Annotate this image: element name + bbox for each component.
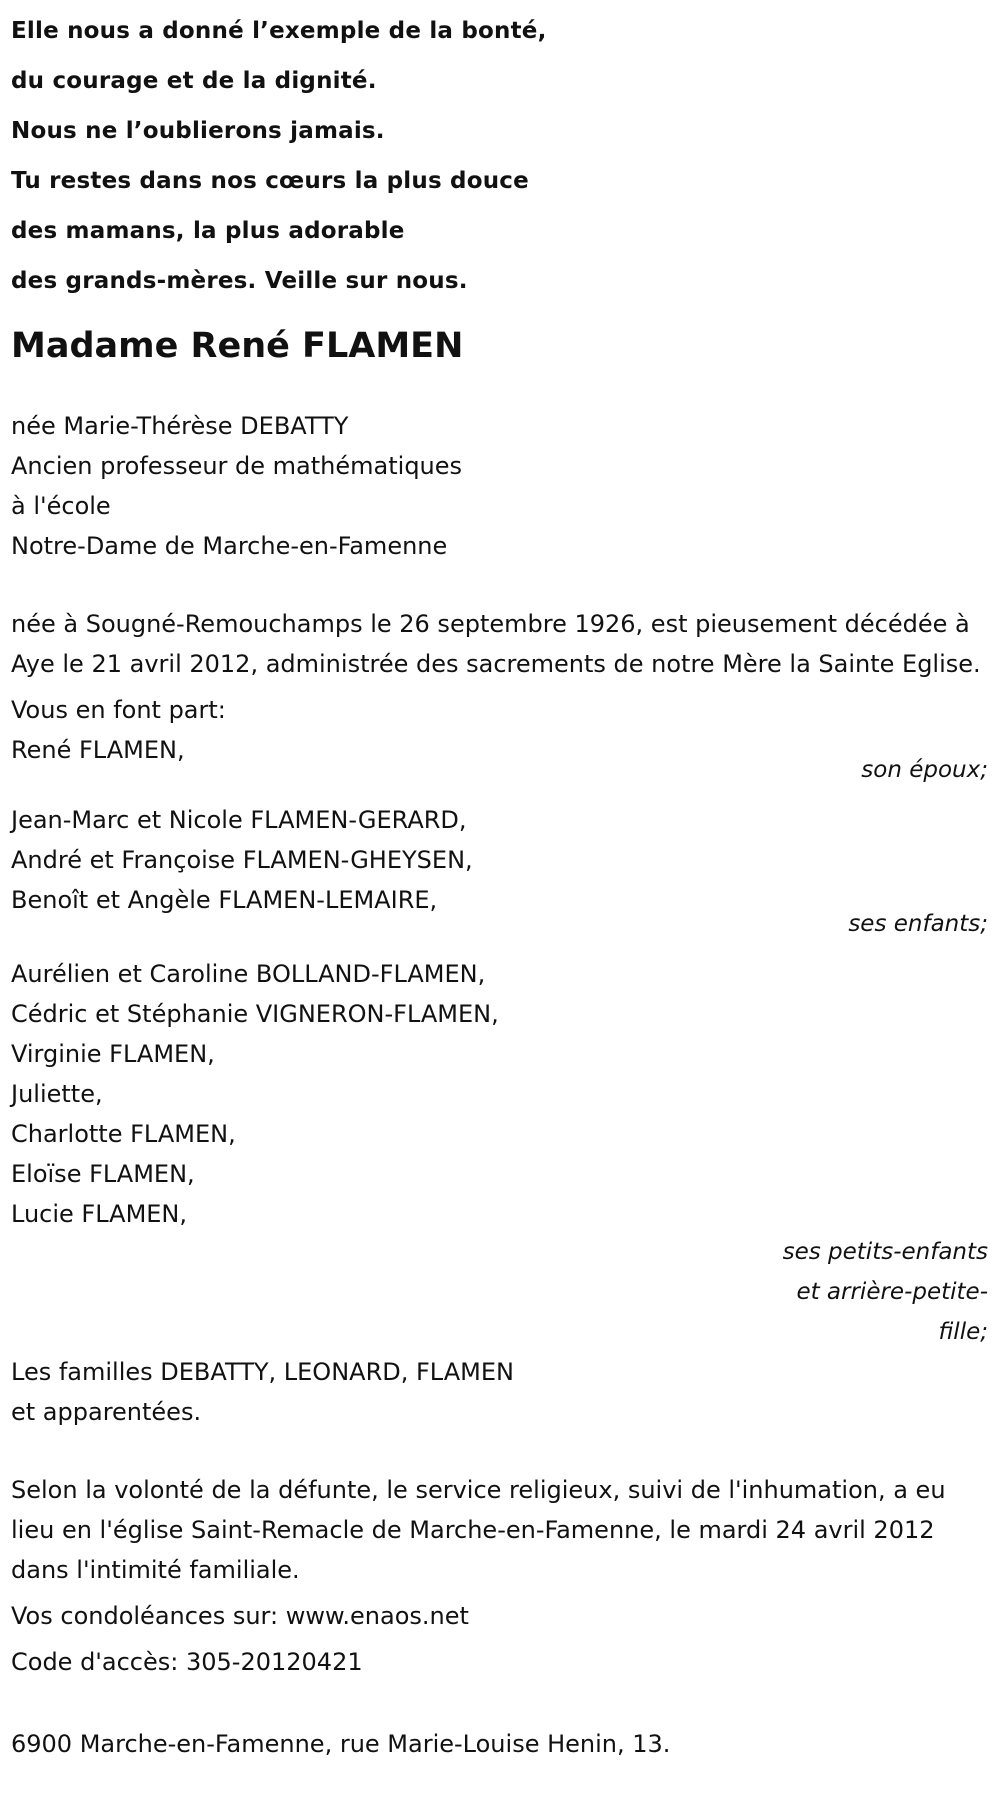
relation-label-line: ses petits-enfants [782, 1239, 988, 1265]
family-member: Charlotte FLAMEN, [11, 1120, 236, 1148]
access-code: Code d'accès: 305-20120421 [11, 1648, 363, 1676]
condolences-text: Vos condoléances sur: www.enaos.net [11, 1602, 469, 1630]
relation-label-line: fille; [938, 1319, 988, 1345]
spouse-section [11, 730, 1000, 790]
poem-line: Tu restes dans nos cœurs la plus douce [11, 168, 529, 194]
family-member: Eloïse FLAMEN, [11, 1160, 195, 1188]
family-member: Juliette, [11, 1080, 103, 1108]
poem-line: Elle nous a donné l’exemple de la bonté, [11, 18, 547, 44]
relation-label-line: et arrière-petite- [796, 1279, 988, 1305]
bio-line: Notre-Dame de Marche-en-Famenne [11, 532, 448, 560]
family-member: Virginie FLAMEN, [11, 1040, 215, 1068]
family-member: André et Françoise FLAMEN-GHEYSEN, [11, 846, 473, 874]
address: 6900 Marche-en-Famenne, rue Marie-Louise Henin, 13. [11, 1730, 671, 1758]
family-member: Lucie FLAMEN, [11, 1200, 188, 1228]
intro-text: Vous en font part: [11, 696, 226, 724]
family-member: René FLAMEN, [11, 736, 185, 764]
family-member: Benoît et Angèle FLAMEN-LEMAIRE, [11, 886, 438, 914]
service-info: Selon la volonté de la défunte, le service religieux, suivi de l'inhumation, a eu lieu en l'église Saint-Remacle de Marche-en-Famenne, le mardi 24 avril 2012 dans l'intimité familiale. [11, 1476, 946, 1584]
poem-line: des mamans, la plus adorable [11, 218, 405, 244]
families-line: Les familles DEBATTY, LEONARD, FLAMEN [11, 1358, 514, 1386]
relation-label: ses enfants; [848, 911, 988, 937]
announcement: née à Sougné-Remouchamps le 26 septembre 1926, est pieusement décédée à Aye le 21 avril 2012, administrée des sacrements de notre Mère la Sainte Eglise. [11, 610, 981, 678]
family-member: Cédric et Stéphanie VIGNERON-FLAMEN, [11, 1000, 499, 1028]
biography [11, 406, 1000, 566]
bio-line: Ancien professeur de mathématiques [11, 452, 463, 480]
poem-line: des grands-mères. Veille sur nous. [11, 268, 468, 294]
grandchildren-section [11, 954, 1000, 1352]
poem-line: du courage et de la dignité. [11, 68, 377, 94]
family-member: Aurélien et Caroline BOLLAND-FLAMEN, [11, 960, 486, 988]
poem [11, 0, 1000, 306]
relation-label: son époux; [861, 757, 988, 783]
poem-line: Nous ne l’oublierons jamais. [11, 118, 385, 144]
deceased-name: Madame René FLAMEN [11, 326, 464, 366]
relation-label [11, 1232, 1000, 1352]
bio-line: née Marie-Thérèse DEBATTY [11, 412, 349, 440]
family-member: Jean-Marc et Nicole FLAMEN-GERARD, [11, 806, 467, 834]
families-line: et apparentées. [11, 1398, 202, 1426]
children-section [11, 800, 1000, 944]
families-section [11, 1352, 1000, 1432]
bio-line: à l'école [11, 492, 111, 520]
